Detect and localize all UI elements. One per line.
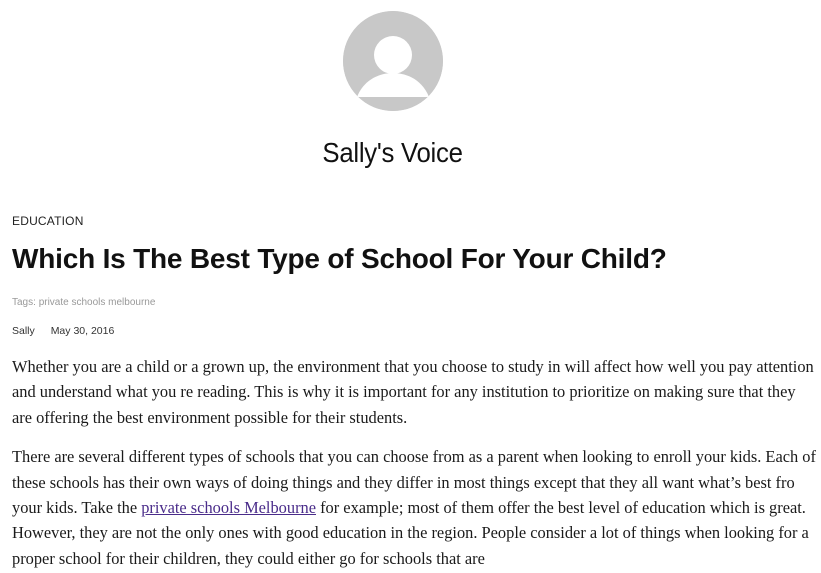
- post-category[interactable]: EDUCATION: [12, 214, 84, 228]
- tag-link[interactable]: private schools melbourne: [38, 297, 156, 308]
- post-meta: [12, 325, 114, 337]
- author-avatar[interactable]: [343, 11, 443, 111]
- post-content: [12, 354, 817, 573]
- paragraph-2-text-after-link: for example; most of them offer the best level of education which is great. However, they are not the only ones with good education in the region. People consider a lot of things when looking for a proper school for their children, they could either go for schools that are: [12, 497, 809, 568]
- post-author[interactable]: Sally: [12, 325, 35, 337]
- paragraph-2: [12, 444, 817, 570]
- default-user-avatar-icon: [343, 11, 443, 111]
- post-title: Which Is The Best Type of School For Your Child?: [12, 243, 667, 274]
- site-title[interactable]: Sally's Voice: [322, 137, 463, 168]
- tags-label: Tags:: [12, 297, 36, 308]
- post-tags: [12, 297, 155, 308]
- post-date[interactable]: May 30, 2016: [50, 325, 115, 337]
- private-schools-melbourne-link[interactable]: private schools Melbourne: [141, 497, 316, 517]
- paragraph-1: Whether you are a child or a grown up, the environment that you choose to study in will affect how well you pay attention and understand what you re reading. This is why it is important for any institution to prioritize on making sure that they are offering the best environment possible for their students.: [12, 357, 814, 427]
- paragraph-2-text-before-link: There are several different types of schools that you can choose from as a parent when looking to enroll your kids. Each of these schools has their own ways of doing things and they differ in most things except that they all want what’s best fro your kids. Take the: [12, 447, 816, 517]
